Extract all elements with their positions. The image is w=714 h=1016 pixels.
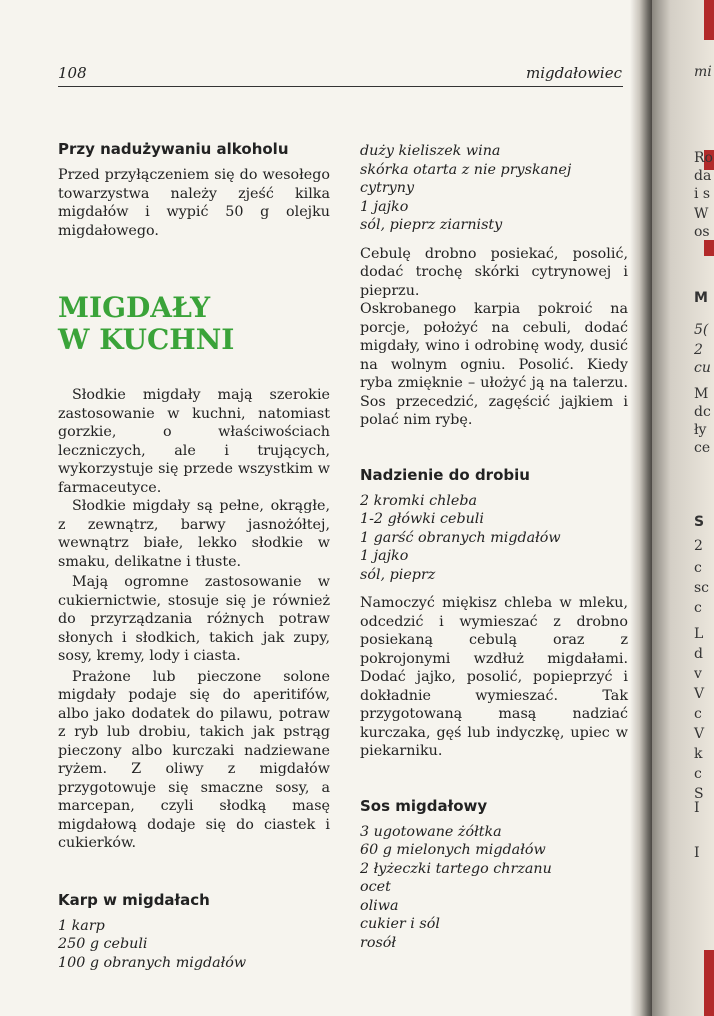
paragraph-1: Słodkie migdały mają szerokie zastosowanie w kuchni, natomiast gorzkie, o właściwościach leczniczych, ale i trujących, wykorzystuje się przede wszystkim w farmaceutyce. [58,387,330,496]
adjacent-text-fragment: os [694,224,710,240]
chapter-title-line-1: MIGDAŁY [58,291,211,324]
adjacent-text-fragment: W [694,206,709,222]
adjacent-text-fragment: sc [694,580,710,596]
paragraph-3: Mają ogromne zastosowanie w cukiernictwie, stosuje się je również do przyrządzania różnych potraw słonych i słodkich, takich jak zupy, sosy, kremy, lody i ciasta. [58,574,330,664]
ingredient: 1 jajko [360,548,409,564]
adjacent-text-fragment: k [694,746,703,762]
adjacent-text-fragment: da [694,168,712,184]
ingredient: cukier i sól [360,916,440,932]
ingredient: ocet [360,879,391,895]
recipe-title-karp: Karp w migdałach [58,890,210,909]
paragraph-4: Prażone lub pieczone solone migdały podaje się do aperitifów, albo jako dodatek do pilawu, potraw z ryb lub drobiu, takich jak pstrąg pieczony albo kurczaki nadziewane ryżem. Z oliwy z migdałów przygotowuje się smaczne sosy, a marcepan, czyli słodką masę migdałową dodaje się do ciastek i cukierków. [58,668,330,851]
header-rule [58,86,623,87]
adjacent-text-fragment: 5( [694,322,709,338]
right-column [360,140,628,952]
adjacent-text-fragment: I [694,800,700,816]
ingredient: 1 jajko [360,198,409,215]
ingredient-list-sauce [360,823,628,953]
adjacent-text-fragment: ce [694,440,711,456]
adjacent-text-fragment: Ro [694,150,713,166]
ingredient: 1 karp [58,917,105,934]
ingredient-list-stuffing [360,492,628,585]
adjacent-text-fragment: M [694,290,708,306]
ingredient: 100 g obranych migdałów [58,954,247,971]
karp-instructions-2: Oskrobanego karpia pokroić na porcje, położyć na cebuli, dodać migdały, wino i odrobinę wody, dusić na wolnym ogniu. Posolić. Kiedy ryba zmięknie – ułożyć ją na talerzu. Sos przecedzić, zagęścić jajkiem i polać nim rybę. [360,301,628,428]
ingredient: 1-2 główki cebuli [360,511,484,527]
adjacent-text-fragment: c [694,600,702,616]
ingredient: 3 ugotowane żółtka [360,823,502,840]
adjacent-text-fragment: i s [694,186,711,202]
running-title: migdałowiec [526,64,622,82]
page-edge-red [704,950,714,1016]
ingredient: rosół [360,934,397,951]
chapter-title-line-2: W KUCHNI [58,323,235,356]
adjacent-text-fragment: v [694,666,702,682]
ingredient-list-karp-cont [360,142,628,235]
page-edge-red [704,0,714,40]
page-edge-red [704,240,714,256]
recipe-title-sauce: Sos migdałowy [360,796,488,815]
ingredient: oliwa [360,897,399,914]
adjacent-text-fragment: V [694,726,705,742]
ingredient: sól, pieprz [360,566,436,583]
adjacent-text-fragment: 2 [694,342,703,358]
adjacent-text-fragment: 2 [694,538,703,554]
ingredient: skórka otarta z nie pryskanej cytryny [360,161,572,196]
adjacent-text-fragment: L [694,626,704,642]
adjacent-text-fragment: ły [694,422,707,438]
book-binding-gutter [630,0,654,1016]
section-title-alcohol: Przy nadużywaniu alkoholu [58,140,289,158]
adjacent-text-fragment: d [694,646,703,662]
ingredient-list-karp [58,917,330,973]
section-text-alcohol: Przed przyłączeniem się do wesołego towarzystwa należy zjeść kilka migdałów i wypić 50 g olejku migdałowego. [58,167,330,239]
ingredient: duży kieliszek wina [360,143,501,159]
adjacent-text-fragment: dc [694,404,711,420]
ingredient: 60 g mielonych migdałów [360,842,546,858]
adjacent-running-title: mi [694,64,712,80]
ingredient: 2 łyżeczki tartego chrzanu [360,860,552,877]
adjacent-text-fragment: cu [694,360,711,376]
adjacent-text-fragment: V [694,686,705,702]
adjacent-text-fragment: c [694,560,702,576]
page-number: 108 [58,64,87,82]
adjacent-text-fragment: c [694,766,702,782]
ingredient: sól, pieprz ziarnisty [360,217,503,233]
adjacent-text-fragment: S [694,786,704,802]
ingredient: 2 kromki chleba [360,492,478,509]
paragraph-2: Słodkie migdały są pełne, okrągłe, z zewnątrz, barwy jasnożółtej, wewnątrz białe, lekko słodkie w smaku, delikatne i tłuste. [58,498,330,570]
adjacent-text-fragment: M [694,386,709,402]
ingredient: 250 g cebuli [58,936,148,952]
recipe-title-stuffing: Nadzienie do drobiu [360,465,530,484]
adjacent-text-fragment: I [694,845,700,861]
karp-instructions-1: Cebulę drobno posiekać, posolić, dodać trochę skórki cytrynowej i pieprzu. [360,245,628,299]
ingredient: 1 garść obranych migdałów [360,529,561,546]
left-column [58,140,330,972]
adjacent-text-fragment: S [694,514,705,530]
stuffing-instructions: Namoczyć miękisz chleba w mleku, odcedzić i wymieszać z drobno posiekaną cebulą oraz z pokrojonymi wzdłuż migdałami. Dodać jajko, posolić, popieprzyć i dokładnie wymieszać. Tak przygotowaną masą nadziać kurczaka, gęś lub indyczkę, upiec w piekarniku. [360,595,628,759]
adjacent-text-fragment: c [694,706,702,722]
